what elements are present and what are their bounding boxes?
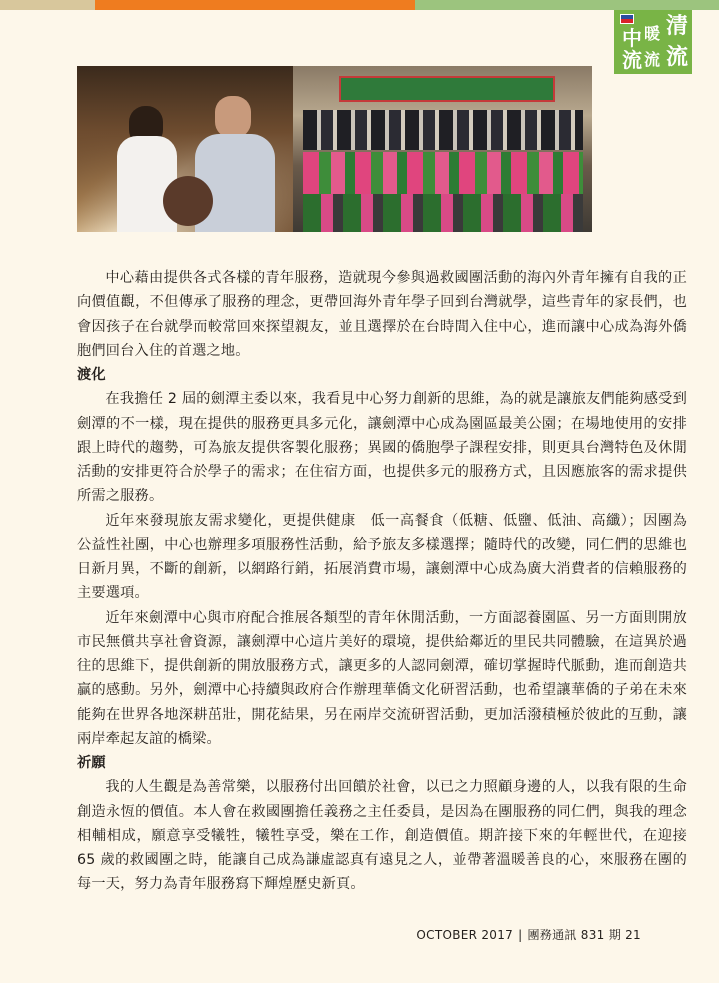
paragraph: 近年來發現旅友需求變化，更提供健康 低一高餐食（低糖、低鹽、低油、高纖）；因團為公益性社團，中心也辦理多項服務性活動，給予旅友多樣選擇；隨時代的改變，同仁們的思維也日新月異，不斷的創新，以網路行銷，拓展消費市場，讓劍潭中心成為廣大消費者的信賴服務的主要選項。 (77, 512, 687, 602)
logo-char: 清 (666, 13, 689, 39)
photo-group (293, 66, 592, 232)
logo-char: 流 (666, 44, 689, 70)
paragraph: 中心藉由提供各式各樣的青年服務，造就現今參與過救國團活動的海內外青年擁有自我的正向價值觀，不但傳承了服務的理念，更帶回海外青年學子回到台灣就學，這些青年的家長們，也會因孩子在台就學而較常回來探望親友，並且選擇於在台時間入住中心，進而讓中心成為海外僑胞們回台入住的首選之地。 (77, 270, 687, 359)
page-footer (416, 926, 641, 943)
section-heading: 渡化 (77, 367, 106, 383)
flag-icon (620, 14, 634, 24)
top-bar-tan-segment (0, 0, 95, 10)
section-heading: 祈願 (77, 755, 106, 771)
article-body (77, 266, 687, 897)
paragraph: 我的人生觀是為善常樂，以服務付出回饋於社會，以已之力照顧身邊的人，以我有限的生命創造永恆的價值。本人會在救國團擔任義務之主任委員，是因為在團服務的同仁們，與我的理念相輔相成，願意享受犧牲，犧牲享受，樂在工作，創造價值。期許接下來的年輕世代，在迎接 65 歲的救國團之時，能讓自己成為謙虛認真有遠見之人，並帶著溫暖善良的心，來服務在團的每一天，努力為青年服務寫下輝煌歷史新頁。 (77, 779, 687, 893)
issue-date: OCTOBER 2017 (416, 928, 514, 942)
top-bar-green-segment (415, 0, 719, 10)
logo-char: 暖 (644, 24, 661, 43)
publication-info: 團務通訊 831 期 21 (527, 928, 641, 942)
paragraph: 近年來劍潭中心與市府配合推展各類型的青年休閒活動，一方面認養園區、另一方面則開放市民無償共享社會資源，讓劍潭中心這片美好的環境，提供給鄰近的里民共同體驗，在這異於過往的思維下，提供創新的開放服務方式，讓更多的人認同劍潭，確切掌握時代脈動，進而創造共贏的感動。另外，劍潭中心持續與政府合作辦理華僑文化研習活動，也希望讓華僑的子弟在未來能夠在世界各地深耕茁壯，開花結果，另在兩岸交流研習活動，更加活潑積極於彼此的互動，讓兩岸牽起友誼的橋梁。 (77, 609, 687, 747)
footer-separator: | (518, 928, 523, 942)
section-logo (614, 10, 692, 74)
logo-char: 中 (622, 26, 642, 50)
logo-char: 流 (622, 48, 642, 72)
logo-char: 流 (644, 50, 661, 69)
top-color-bar (0, 0, 719, 10)
paragraph: 在我擔任 2 屆的劍潭主委以來，我看見中心努力創新的思維，為的就是讓旅友們能夠感受到劍潭的不一樣，現在提供的服務更具多元化，讓劍潭中心成為園區最美公園；在場地使用的安排跟上時代的趨勢，可為旅友提供客製化服務；異國的僑胞學子課程安排，則更具台灣特色及休閒活動的安排更符合於學子的需求；在住宿方面，也提供多元的服務方式，且因應旅客的需求提供所需之服務。 (77, 391, 687, 505)
photo-bouquet-presentation (77, 66, 293, 232)
top-bar-orange-segment (95, 0, 415, 10)
